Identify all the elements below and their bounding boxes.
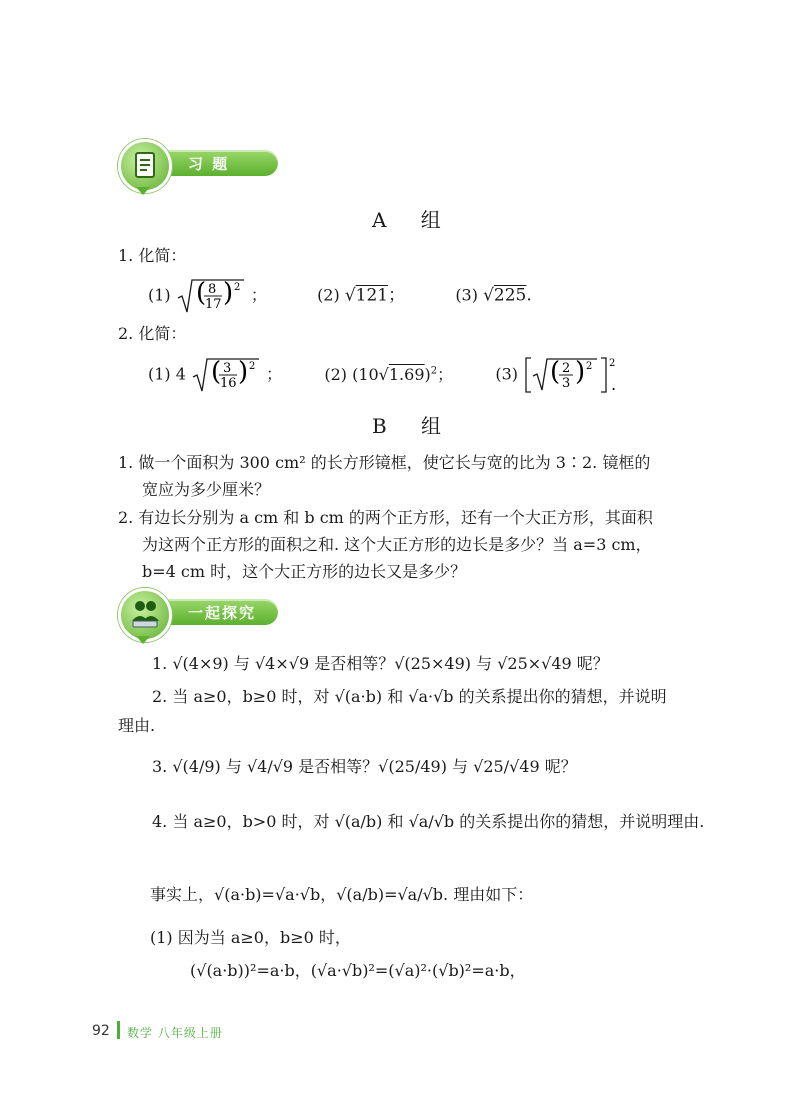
people-computer-icon [118,588,172,642]
page-number: 92 [92,1023,110,1039]
svg-text:3: 3 [223,361,232,376]
a-q1-heading: 1. 化简： [118,246,187,265]
svg-text:.: . [611,375,617,394]
b-q2-line2: 为这两个正方形的面积之和. 这个大正方形的边长是多少？当 a=3 cm， [142,535,652,554]
svg-text:2: 2 [249,361,256,372]
svg-text:8: 8 [207,282,217,297]
b-q1-line2: 宽应为多少厘米？ [142,480,271,499]
explore-3: 3. √(4/9) 与 √4/√9 是否相等？√(25/49) 与 √25/√49 呢？ [152,757,577,776]
a-q1-p1: (1) [148,285,171,305]
group-b-title: B 组 [372,414,456,438]
notebook-icon [118,139,172,193]
svg-text:2: 2 [233,282,241,293]
exercise-badge [118,145,288,181]
sqrt-3-16-squared [191,357,261,393]
svg-text:(: ( [195,278,206,308]
explore-1: 1. √(4×9) 与 √4×√9 是否相等？√(25×49) 与 √25×√49 呢？ [152,654,609,673]
explore-badge-label: 一起探究 [188,604,257,622]
reason-1-equation: (√(a·b))²=a·b，(√a·√b)²=(√a)²·(√b)²=a·b， [190,961,526,980]
bracket-sqrt-2-3 [523,356,619,394]
svg-text:): ) [238,357,249,387]
svg-text:(: ( [211,357,222,387]
b-q2-line3: b=4 cm 时，这个大正方形的边长又是多少？ [142,562,467,581]
fact-statement: 事实上，√(a·b)=√a·√b，√(a/b)=√a/√b. 理由如下： [150,885,534,904]
b-q1-line1: 1. 做一个面积为 300 cm² 的长方形镜框，使它长与宽的比为 3∶2. 镜框的 [118,453,651,472]
svg-text:16: 16 [220,376,237,391]
explore-badge [118,594,288,630]
a-q2-items: (1) 4 ( 3 16 ) 2 ； (2) $(10√1.69)^2$； (3) ( 2 3 ) 2 2 . [148,356,619,390]
explore-2-line1: 2. 当 a≥0，b≥0 时，对 √(a·b) 和 √a·√b 的关系提出你的猜想，并说明 [152,687,667,706]
exercise-badge-label: 习 题 [188,155,230,173]
sqrt-8-17-squared [176,278,246,314]
a-q2-heading: 2. 化简： [118,324,187,343]
svg-text:): ) [575,357,586,387]
a-q1-p3: (3) [455,285,478,305]
reason-1: (1) 因为当 a≥0，b≥0 时， [150,928,351,947]
svg-text:17: 17 [204,297,222,312]
svg-text:2: 2 [609,358,616,369]
svg-text:2: 2 [562,361,571,376]
a-q1-items: (1) ( 8 17 ) 2 ； (2) √121； (3) √225. [148,278,532,312]
explore-badge-arrow [136,636,150,644]
svg-text:2: 2 [586,361,593,372]
b-q2-line1: 2. 有边长分别为 a cm 和 b cm 的两个正方形，还有一个大正方形，其面积 [118,508,653,527]
svg-text:(: ( [550,357,561,387]
svg-text:3: 3 [562,376,571,391]
group-a-title: A 组 [372,208,455,232]
footer-divider [117,1021,120,1039]
explore-4: 4. 当 a≥0，b>0 时，对 √(a/b) 和 √a/√b 的关系提出你的猜想，并说明理由. [152,812,705,831]
explore-2-line2: 理由. [118,716,156,735]
svg-text:): ) [222,278,233,308]
a-q1-p2: (2) [317,285,340,305]
book-title: 数学 八年级上册 [127,1026,223,1040]
exercise-badge-arrow [136,187,150,195]
